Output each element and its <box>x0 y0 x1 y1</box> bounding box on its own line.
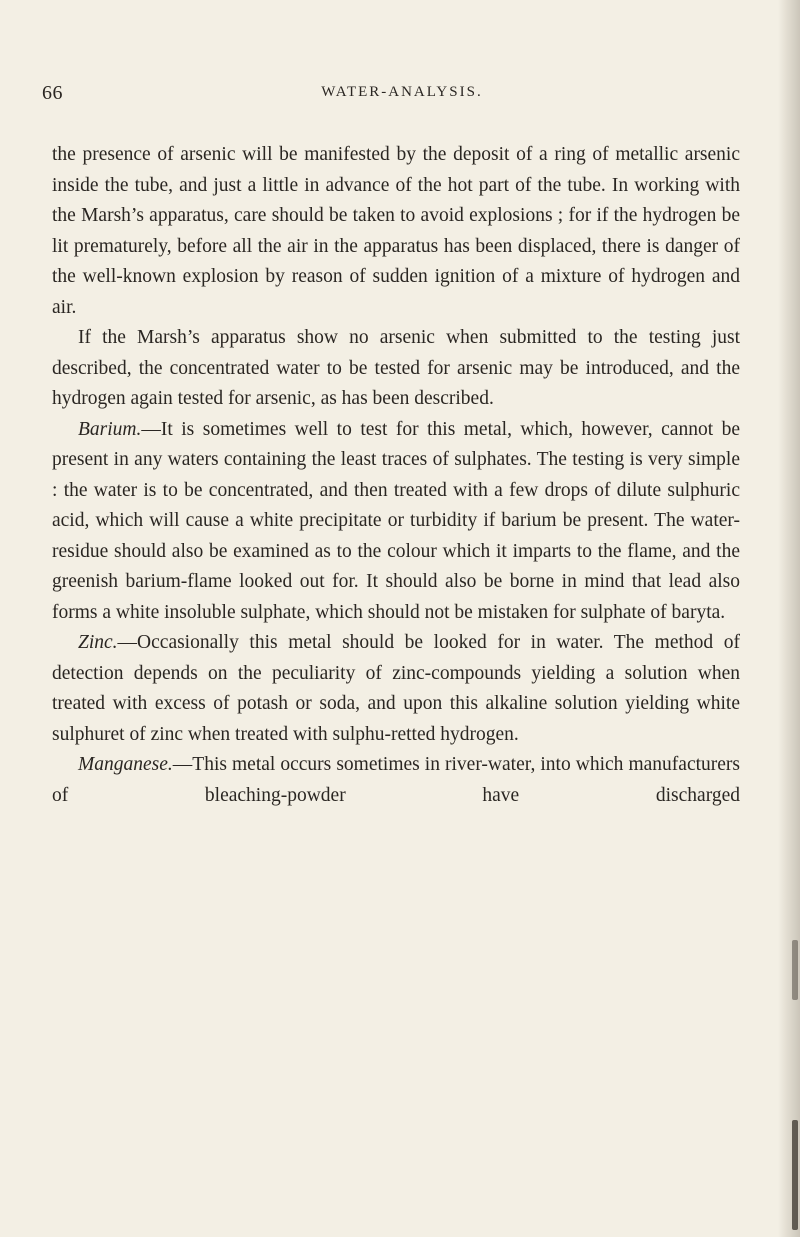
paragraph <box>52 140 740 323</box>
page-number: 66 <box>42 82 63 104</box>
paragraph <box>52 628 740 750</box>
edge-mark <box>792 1120 798 1230</box>
paragraph-text: —It is sometimes well to test for this metal, which, however, cannot be present in any waters containing the least traces of sulphates. The testing is very simple : the water is to be concentrated, and then treated with a few drops of dilute sulphuric acid, which will cause a white precipitate or turbidity if barium be present. The water-residue should also be examined as to the colour which it imparts to the flame, and the greenish barium-flame looked out for. It should also be borne in mind that lead also forms a white insoluble sulphate, which should not be mistaken for sulphate of baryta. <box>52 418 740 623</box>
paragraph-lead: Barium. <box>78 418 142 440</box>
paragraph-text: If the Marsh’s apparatus show no arsenic when submitted to the testing just described, the concentrated water to be tested for arsenic may be introduced, and the hydrogen again tested for arsenic, as has been described. <box>52 327 740 409</box>
page-edge-shadow <box>778 0 800 1237</box>
paragraph-text: the presence of arsenic will be manifested by the deposit of a ring of metallic arsenic inside the tube, and just a little in advance of the hot part of the tube. In working with the Marsh’s apparatus, care should be taken to avoid explosions ; for if the hydrogen be lit prematurely, before all the air in the apparatus has been displaced, there is danger of the well-known explosion by reason of sudden ignition of a mixture of hydrogen and air. <box>52 144 740 318</box>
paragraph-text: —Occasionally this metal should be looked for in water. The method of detection depends on the peculiarity of zinc-compounds yielding a solution when treated with excess of potash or soda, and upon this alkaline solution yielding white sulphuret of zinc when treated with sulphu-retted hydrogen. <box>52 632 740 745</box>
edge-mark <box>792 940 798 1000</box>
page-header <box>42 82 762 112</box>
paragraph <box>52 415 740 629</box>
paragraph <box>52 323 740 415</box>
paragraph-lead: Zinc. <box>78 632 118 653</box>
paragraph <box>52 750 740 811</box>
paragraph-text: —This metal occurs sometimes in river-water, into which manufacturers of bleaching-powder have discharged <box>52 754 740 806</box>
body-text <box>52 140 740 811</box>
running-head: WATER-ANALYSIS. <box>321 84 483 100</box>
paragraph-lead: Manganese. <box>78 754 173 775</box>
